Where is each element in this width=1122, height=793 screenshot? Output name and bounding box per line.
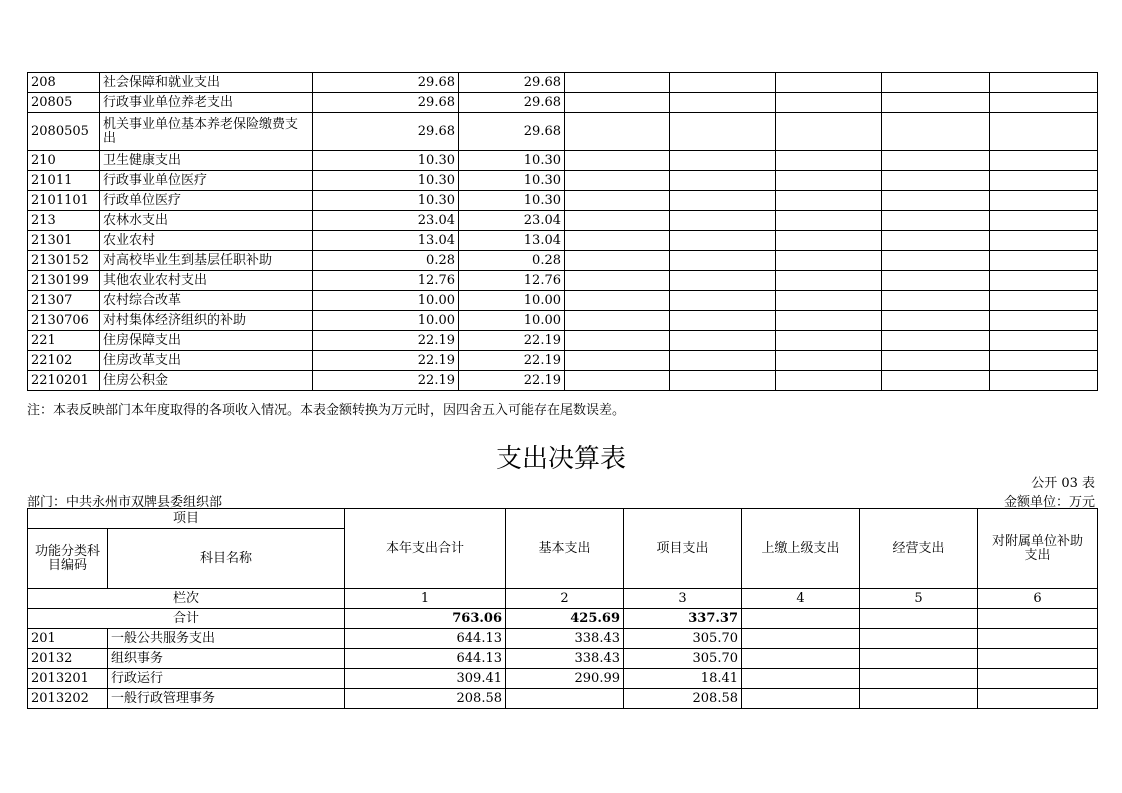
empty-cell — [776, 151, 882, 171]
column-index: 4 — [742, 589, 860, 609]
empty-cell — [860, 629, 978, 649]
header-name: 科目名称 — [108, 529, 345, 589]
empty-cell — [990, 151, 1098, 171]
row-name: 一般行政管理事务 — [108, 689, 345, 709]
row-project: 18.41 — [624, 669, 742, 689]
row-code: 221 — [28, 331, 100, 351]
empty-cell — [565, 211, 670, 231]
header-total: 本年支出合计 — [345, 509, 506, 589]
empty-cell — [882, 351, 990, 371]
row-code: 20805 — [28, 93, 100, 113]
empty-cell — [776, 291, 882, 311]
empty-cell — [776, 211, 882, 231]
row-basic: 22.19 — [459, 351, 565, 371]
row-total: 10.30 — [313, 171, 459, 191]
empty-cell — [882, 151, 990, 171]
empty-cell — [565, 151, 670, 171]
empty-cell — [990, 231, 1098, 251]
empty-cell — [882, 291, 990, 311]
table-row — [28, 669, 1098, 689]
empty-cell — [860, 689, 978, 709]
table-row — [28, 93, 1098, 113]
empty-cell — [776, 93, 882, 113]
empty-cell — [882, 191, 990, 211]
table-row — [28, 311, 1098, 331]
row-name: 其他农业农村支出 — [100, 271, 313, 291]
empty-cell — [990, 251, 1098, 271]
row-total: 22.19 — [313, 351, 459, 371]
sum-total: 763.06 — [345, 609, 506, 629]
sum-label: 合计 — [28, 609, 345, 629]
empty-cell — [776, 371, 882, 391]
row-basic: 29.68 — [459, 73, 565, 93]
row-name: 卫生健康支出 — [100, 151, 313, 171]
row-basic: 0.28 — [459, 251, 565, 271]
empty-cell — [990, 351, 1098, 371]
table-row — [28, 151, 1098, 171]
empty-cell — [565, 231, 670, 251]
row-project: 305.70 — [624, 649, 742, 669]
empty-cell — [978, 629, 1098, 649]
empty-cell — [565, 371, 670, 391]
column-index: 6 — [978, 589, 1098, 609]
row-name: 对村集体经济组织的补助 — [100, 311, 313, 331]
empty-cell — [776, 171, 882, 191]
table-row — [28, 689, 1098, 709]
row-basic: 29.68 — [459, 113, 565, 151]
row-basic: 10.00 — [459, 291, 565, 311]
empty-cell — [860, 609, 978, 629]
empty-cell — [990, 371, 1098, 391]
empty-cell — [882, 271, 990, 291]
row-name: 行政事业单位医疗 — [100, 171, 313, 191]
table-row — [28, 113, 1098, 151]
table-row — [28, 291, 1098, 311]
header-upper: 上缴上级支出 — [742, 509, 860, 589]
department-label: 部门：中共永州市双牌县委组织部 — [27, 495, 223, 510]
row-basic: 10.30 — [459, 151, 565, 171]
empty-cell — [978, 649, 1098, 669]
column-index: 1 — [345, 589, 506, 609]
row-project: 208.58 — [624, 689, 742, 709]
row-basic: 338.43 — [506, 649, 624, 669]
row-total: 22.19 — [313, 371, 459, 391]
sum-basic: 425.69 — [506, 609, 624, 629]
empty-cell — [990, 113, 1098, 151]
empty-cell — [670, 211, 776, 231]
empty-cell — [882, 171, 990, 191]
empty-cell — [565, 311, 670, 331]
row-name: 社会保障和就业支出 — [100, 73, 313, 93]
empty-cell — [882, 311, 990, 331]
empty-cell — [990, 93, 1098, 113]
empty-cell — [565, 351, 670, 371]
empty-cell — [990, 291, 1098, 311]
row-basic: 10.00 — [459, 311, 565, 331]
table-row — [28, 191, 1098, 211]
empty-cell — [776, 331, 882, 351]
empty-cell — [860, 649, 978, 669]
row-code: 201 — [28, 629, 108, 649]
row-total: 12.76 — [313, 271, 459, 291]
row-name: 住房保障支出 — [100, 331, 313, 351]
empty-cell — [882, 113, 990, 151]
empty-cell — [670, 113, 776, 151]
empty-cell — [670, 371, 776, 391]
empty-cell — [670, 331, 776, 351]
header-basic: 基本支出 — [506, 509, 624, 589]
row-basic: 290.99 — [506, 669, 624, 689]
row-code: 2013201 — [28, 669, 108, 689]
empty-cell — [670, 311, 776, 331]
row-total: 10.00 — [313, 291, 459, 311]
page-title: 支出决算表 — [495, 444, 626, 474]
public-table-label: 公开 03 表 — [1031, 476, 1095, 491]
empty-cell — [978, 689, 1098, 709]
row-total: 13.04 — [313, 231, 459, 251]
row-basic: 23.04 — [459, 211, 565, 231]
row-total: 22.19 — [313, 331, 459, 351]
row-code: 2013202 — [28, 689, 108, 709]
empty-cell — [860, 669, 978, 689]
row-project: 305.70 — [624, 629, 742, 649]
column-index: 5 — [860, 589, 978, 609]
empty-cell — [882, 331, 990, 351]
table-row — [28, 171, 1098, 191]
column-index-label: 栏次 — [28, 589, 345, 609]
header-item: 项目 — [28, 509, 345, 529]
empty-cell — [565, 93, 670, 113]
empty-cell — [565, 73, 670, 93]
empty-cell — [742, 609, 860, 629]
table-row — [28, 331, 1098, 351]
row-total: 0.28 — [313, 251, 459, 271]
empty-cell — [565, 251, 670, 271]
row-basic — [506, 689, 624, 709]
row-code: 21301 — [28, 231, 100, 251]
column-index: 3 — [624, 589, 742, 609]
row-total: 644.13 — [345, 629, 506, 649]
empty-cell — [670, 251, 776, 271]
empty-cell — [978, 669, 1098, 689]
row-basic: 10.30 — [459, 171, 565, 191]
row-basic: 22.19 — [459, 331, 565, 351]
row-name: 组织事务 — [108, 649, 345, 669]
row-total: 29.68 — [313, 113, 459, 151]
empty-cell — [978, 609, 1098, 629]
row-basic: 10.30 — [459, 191, 565, 211]
table-row — [28, 649, 1098, 669]
row-code: 208 — [28, 73, 100, 93]
empty-cell — [990, 271, 1098, 291]
row-code: 2210201 — [28, 371, 100, 391]
table-row — [28, 211, 1098, 231]
amount-unit-label: 金额单位：万元 — [1003, 495, 1095, 510]
empty-cell — [776, 231, 882, 251]
empty-cell — [565, 113, 670, 151]
table-row — [28, 231, 1098, 251]
row-name: 农林水支出 — [100, 211, 313, 231]
row-basic: 338.43 — [506, 629, 624, 649]
table-row — [28, 251, 1098, 271]
empty-cell — [742, 649, 860, 669]
row-total: 10.00 — [313, 311, 459, 331]
empty-cell — [670, 291, 776, 311]
row-basic: 12.76 — [459, 271, 565, 291]
row-code: 2080505 — [28, 113, 100, 151]
empty-cell — [990, 311, 1098, 331]
row-total: 644.13 — [345, 649, 506, 669]
row-total: 29.68 — [313, 73, 459, 93]
empty-cell — [776, 311, 882, 331]
row-total: 10.30 — [313, 191, 459, 211]
row-basic: 13.04 — [459, 231, 565, 251]
table-row — [28, 371, 1098, 391]
empty-cell — [670, 191, 776, 211]
row-name: 住房改革支出 — [100, 351, 313, 371]
empty-cell — [990, 211, 1098, 231]
table-row — [28, 629, 1098, 649]
row-name: 住房公积金 — [100, 371, 313, 391]
income-table-continued — [27, 72, 1098, 391]
empty-cell — [565, 331, 670, 351]
row-code: 213 — [28, 211, 100, 231]
empty-cell — [990, 171, 1098, 191]
row-code: 22102 — [28, 351, 100, 371]
empty-cell — [670, 351, 776, 371]
empty-cell — [882, 251, 990, 271]
empty-cell — [565, 291, 670, 311]
row-name: 行政单位医疗 — [100, 191, 313, 211]
row-code: 210 — [28, 151, 100, 171]
row-name: 对高校毕业生到基层任职补助 — [100, 251, 313, 271]
column-index: 2 — [506, 589, 624, 609]
table-row — [28, 351, 1098, 371]
row-total: 29.68 — [313, 93, 459, 113]
row-name: 一般公共服务支出 — [108, 629, 345, 649]
empty-cell — [990, 191, 1098, 211]
row-name: 行政事业单位养老支出 — [100, 93, 313, 113]
empty-cell — [776, 271, 882, 291]
row-name: 农村综合改革 — [100, 291, 313, 311]
empty-cell — [670, 231, 776, 251]
row-code: 20132 — [28, 649, 108, 669]
row-code: 2130706 — [28, 311, 100, 331]
row-basic: 29.68 — [459, 93, 565, 113]
row-name: 行政运行 — [108, 669, 345, 689]
empty-cell — [776, 73, 882, 93]
empty-cell — [670, 73, 776, 93]
row-basic: 22.19 — [459, 371, 565, 391]
empty-cell — [565, 191, 670, 211]
row-total: 309.41 — [345, 669, 506, 689]
empty-cell — [882, 211, 990, 231]
empty-cell — [776, 351, 882, 371]
empty-cell — [882, 73, 990, 93]
table-row — [28, 271, 1098, 291]
row-code: 2130152 — [28, 251, 100, 271]
empty-cell — [776, 251, 882, 271]
empty-cell — [990, 331, 1098, 351]
empty-cell — [990, 73, 1098, 93]
row-code: 2101101 — [28, 191, 100, 211]
row-total: 208.58 — [345, 689, 506, 709]
header-project: 项目支出 — [624, 509, 742, 589]
expenditure-table — [27, 508, 1098, 709]
empty-cell — [670, 271, 776, 291]
empty-cell — [742, 629, 860, 649]
header-code: 功能分类科目编码 — [28, 529, 108, 589]
row-total: 10.30 — [313, 151, 459, 171]
empty-cell — [776, 113, 882, 151]
empty-cell — [742, 669, 860, 689]
row-code: 21307 — [28, 291, 100, 311]
table-note: 注：本表反映部门本年度取得的各项收入情况。本表金额转换为万元时，因四舍五入可能存在尾数误差。 — [27, 403, 626, 418]
empty-cell — [742, 689, 860, 709]
empty-cell — [882, 371, 990, 391]
row-total: 23.04 — [313, 211, 459, 231]
empty-cell — [670, 151, 776, 171]
sum-project: 337.37 — [624, 609, 742, 629]
empty-cell — [565, 271, 670, 291]
header-business: 经营支出 — [860, 509, 978, 589]
empty-cell — [776, 191, 882, 211]
row-code: 21011 — [28, 171, 100, 191]
empty-cell — [670, 171, 776, 191]
row-name: 机关事业单位基本养老保险缴费支出 — [100, 113, 313, 151]
empty-cell — [882, 93, 990, 113]
header-subsidy: 对附属单位补助支出 — [978, 509, 1098, 589]
table-row — [28, 73, 1098, 93]
empty-cell — [670, 93, 776, 113]
row-code: 2130199 — [28, 271, 100, 291]
row-name: 农业农村 — [100, 231, 313, 251]
empty-cell — [882, 231, 990, 251]
empty-cell — [565, 171, 670, 191]
